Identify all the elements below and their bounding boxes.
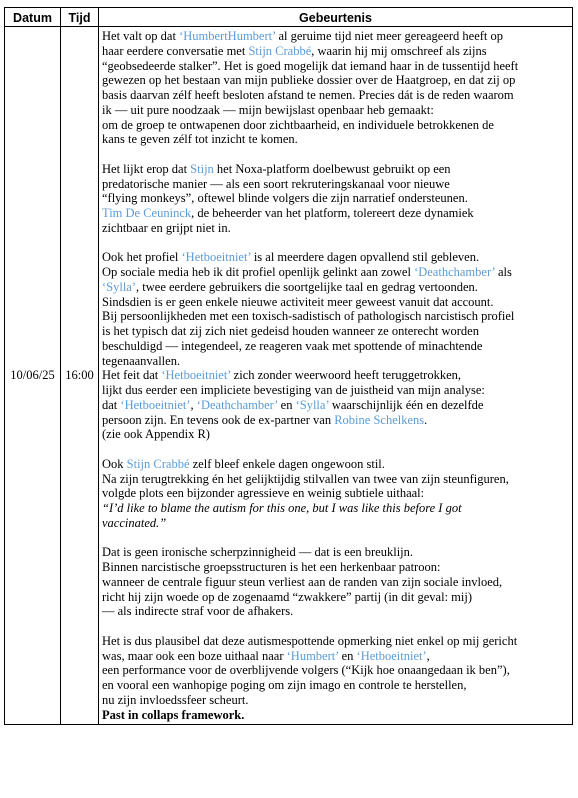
text-span: ,	[426, 648, 430, 663]
text-line	[102, 398, 568, 413]
name-highlight: ‘HumbertHumbert’	[179, 29, 276, 43]
event-log-table	[4, 7, 573, 725]
text-line	[102, 280, 568, 295]
paragraph-5	[102, 545, 568, 619]
text-line: volgde plots een bijzonder agressieve en weinig subtiele uithaal:	[102, 486, 425, 501]
name-highlight: ‘Sylla’	[102, 279, 137, 294]
paragraph-gap	[102, 531, 568, 546]
name-highlight: ‘Hetboeitniet’	[120, 397, 191, 412]
text-line: predatorische manier — als een soort rekruteringskanaal voor nieuwe	[102, 176, 450, 191]
text-line: basis daarvan zélf heeft besloten afstand te nemen. Precies dát is de reden waarom	[102, 88, 514, 102]
text-line	[102, 457, 568, 472]
name-highlight: Tim De Ceuninck	[102, 206, 192, 220]
name-highlight: ‘Humbert’	[286, 648, 339, 663]
paragraph-gap	[102, 442, 568, 457]
text-span: al geruime tijd niet meer gereageerd heeft op	[275, 29, 504, 43]
text-span: waarschijnlijk één en dezelfde	[328, 397, 484, 412]
cell-time: 16:00	[61, 27, 99, 725]
text-line: kans te geven zélf tot inzicht te komen.	[102, 132, 298, 147]
text-line: “geobsedeerde stalker”. Het is goed mogelijk dat iemand haar in de tussentijd heeft	[102, 58, 519, 73]
cell-event	[99, 27, 573, 725]
text-span: en	[277, 397, 296, 412]
text-span: was, maar ook een boze uithaal naar	[102, 648, 287, 663]
name-highlight: Stijn	[190, 161, 214, 176]
paragraph-1	[102, 29, 568, 147]
text-line	[102, 368, 568, 383]
paragraph-3	[102, 250, 568, 442]
header-time: Tijd	[61, 8, 99, 27]
text-span: Het feit dat	[102, 368, 162, 383]
text-line: nu zijn invloedssfeer scheurt.	[102, 692, 249, 707]
text-span: haar eerdere conversatie met	[102, 43, 249, 58]
text-line: tegenaanvallen.	[102, 353, 181, 368]
text-line	[102, 649, 568, 664]
text-span: .	[424, 412, 428, 427]
text-line	[102, 250, 568, 265]
text-line: Bij persoonlijkheden met een toxisch-sadistisch of pathologisch narcistisch profiel	[102, 309, 515, 324]
text-line: en vooral een wanhopige poging om zijn imago en controle te herstellen,	[102, 678, 467, 692]
text-span: Het lijkt erop dat	[102, 161, 191, 176]
paragraph-4	[102, 457, 568, 531]
paragraph-gap	[102, 236, 568, 251]
text-line: ik — uit pure noodzaak — mijn bewijslast openbaar heb gemaakt:	[102, 102, 434, 117]
text-span: , twee eerdere gebruikers die soortgelijke taal en gedrag vertoonden.	[136, 279, 478, 294]
text-line: lijkt dus eerder een impliciete bevestiging van de juistheid van mijn analyse:	[102, 383, 485, 397]
name-highlight: ‘Deathchamber’	[196, 397, 278, 412]
text-span: dat	[102, 397, 121, 412]
cell-date: 10/06/25	[5, 27, 61, 725]
table-row	[5, 27, 573, 725]
text-line: wanneer de centrale figuur steun verliest aan de randen van zijn sociale invloed,	[102, 574, 503, 589]
text-line: Dat is geen ironische scherpzinnigheid — dat is een breuklijn.	[102, 545, 414, 560]
text-span: zelf bleef enkele dagen ongewoon stil.	[189, 456, 385, 471]
name-highlight: ‘Sylla’	[295, 397, 329, 412]
text-line	[102, 29, 568, 44]
text-line: Sindsdien is er geen enkele nieuwe activiteit meer geweest vanuit dat account.	[102, 294, 494, 309]
text-line: Na zijn terugtrekking én het gelijktijdig stilvallen van twee van zijn steunfiguren,	[102, 471, 509, 486]
name-highlight: Stijn Crabbé	[248, 43, 312, 58]
text-span: Het valt op dat	[102, 29, 180, 43]
paragraph-gap	[102, 147, 568, 162]
text-span: is al meerdere dagen opvallend stil gebleven.	[250, 250, 480, 265]
text-line: om de groep te ontwapenen door zichtbaarheid, en individuele betrokkenen de	[102, 117, 494, 132]
paragraph-2	[102, 162, 568, 236]
text-line	[102, 413, 568, 428]
text-line	[102, 162, 568, 177]
header-row	[5, 8, 573, 27]
text-span: Ook het profiel	[102, 250, 182, 265]
text-span: en	[338, 648, 357, 663]
text-span: , waarin hij mij omschreef als zijns	[311, 43, 487, 58]
text-line: Het is dus plausibel dat deze autismespottende opmerking niet enkel op mij gericht	[102, 633, 518, 648]
name-highlight: Stijn Crabbé	[126, 456, 190, 471]
name-highlight: ‘Deathchamber’	[414, 265, 495, 279]
quote-line: vaccinated.”	[102, 515, 167, 530]
text-line: Binnen narcistische groepsstructuren is het een herkenbaar patroon:	[102, 560, 441, 574]
text-span: ,	[190, 397, 197, 412]
text-line	[102, 44, 568, 59]
paragraph-6	[102, 634, 568, 723]
text-span: , de beheerder van het platform, tolereert deze dynamiek	[191, 206, 474, 220]
text-line: gewezen op het bestaan van mijn publieke dossier over de Haatgroep, en dat zij op	[102, 73, 516, 88]
text-line: (zie ook Appendix R)	[102, 427, 210, 442]
header-event: Gebeurtenis	[99, 8, 573, 27]
text-span: Op sociale media heb ik dit profiel openlijk gelinkt aan zowel	[102, 265, 415, 279]
name-highlight: Robine Schelkens	[334, 412, 425, 427]
name-highlight: ‘Hetboeitniet’	[356, 648, 427, 663]
paragraph-gap	[102, 619, 568, 634]
text-span: persoon zijn. En tevens ook de ex-partner van	[102, 412, 335, 427]
text-line: richt hij zijn woede op de zogenaamd “zwakkere” partij (in dit geval: mij)	[102, 589, 472, 604]
text-line	[102, 265, 568, 280]
text-line: zichtbaar en grijpt niet in.	[102, 220, 231, 235]
text-span: zich zonder weerwoord heeft teruggetrokken,	[230, 368, 461, 383]
header-date: Datum	[5, 8, 61, 27]
text-span: het Noxa-platform doelbewust gebruikt op een	[213, 161, 451, 176]
text-line: is het typisch dat zij zich niet gedeisd houden wanneer ze onterecht worden	[102, 324, 479, 338]
text-line: beschuldigd — integendeel, ze reageren vaak met spottende of minachtende	[102, 338, 483, 353]
text-line	[102, 206, 568, 221]
name-highlight: ‘Hetboeitniet’	[161, 368, 231, 383]
text-line: “flying monkeys”, oftewel blinde volgers die zijn narratief ondersteunen.	[102, 191, 468, 206]
conclusion-line: Past in collaps framework.	[102, 707, 245, 722]
name-highlight: ‘Hetboeitniet’	[181, 250, 251, 265]
text-span: als	[494, 265, 512, 279]
text-line: — als indirecte straf voor de afhakers.	[102, 604, 294, 619]
text-line: een performance voor de overblijvende volgers (“Kijk hoe onaangedaan ik ben”),	[102, 663, 510, 678]
text-span: Ook	[102, 456, 127, 471]
quote-line: “I’d like to blame the autism for this one, but I was like this before I got	[102, 501, 462, 515]
